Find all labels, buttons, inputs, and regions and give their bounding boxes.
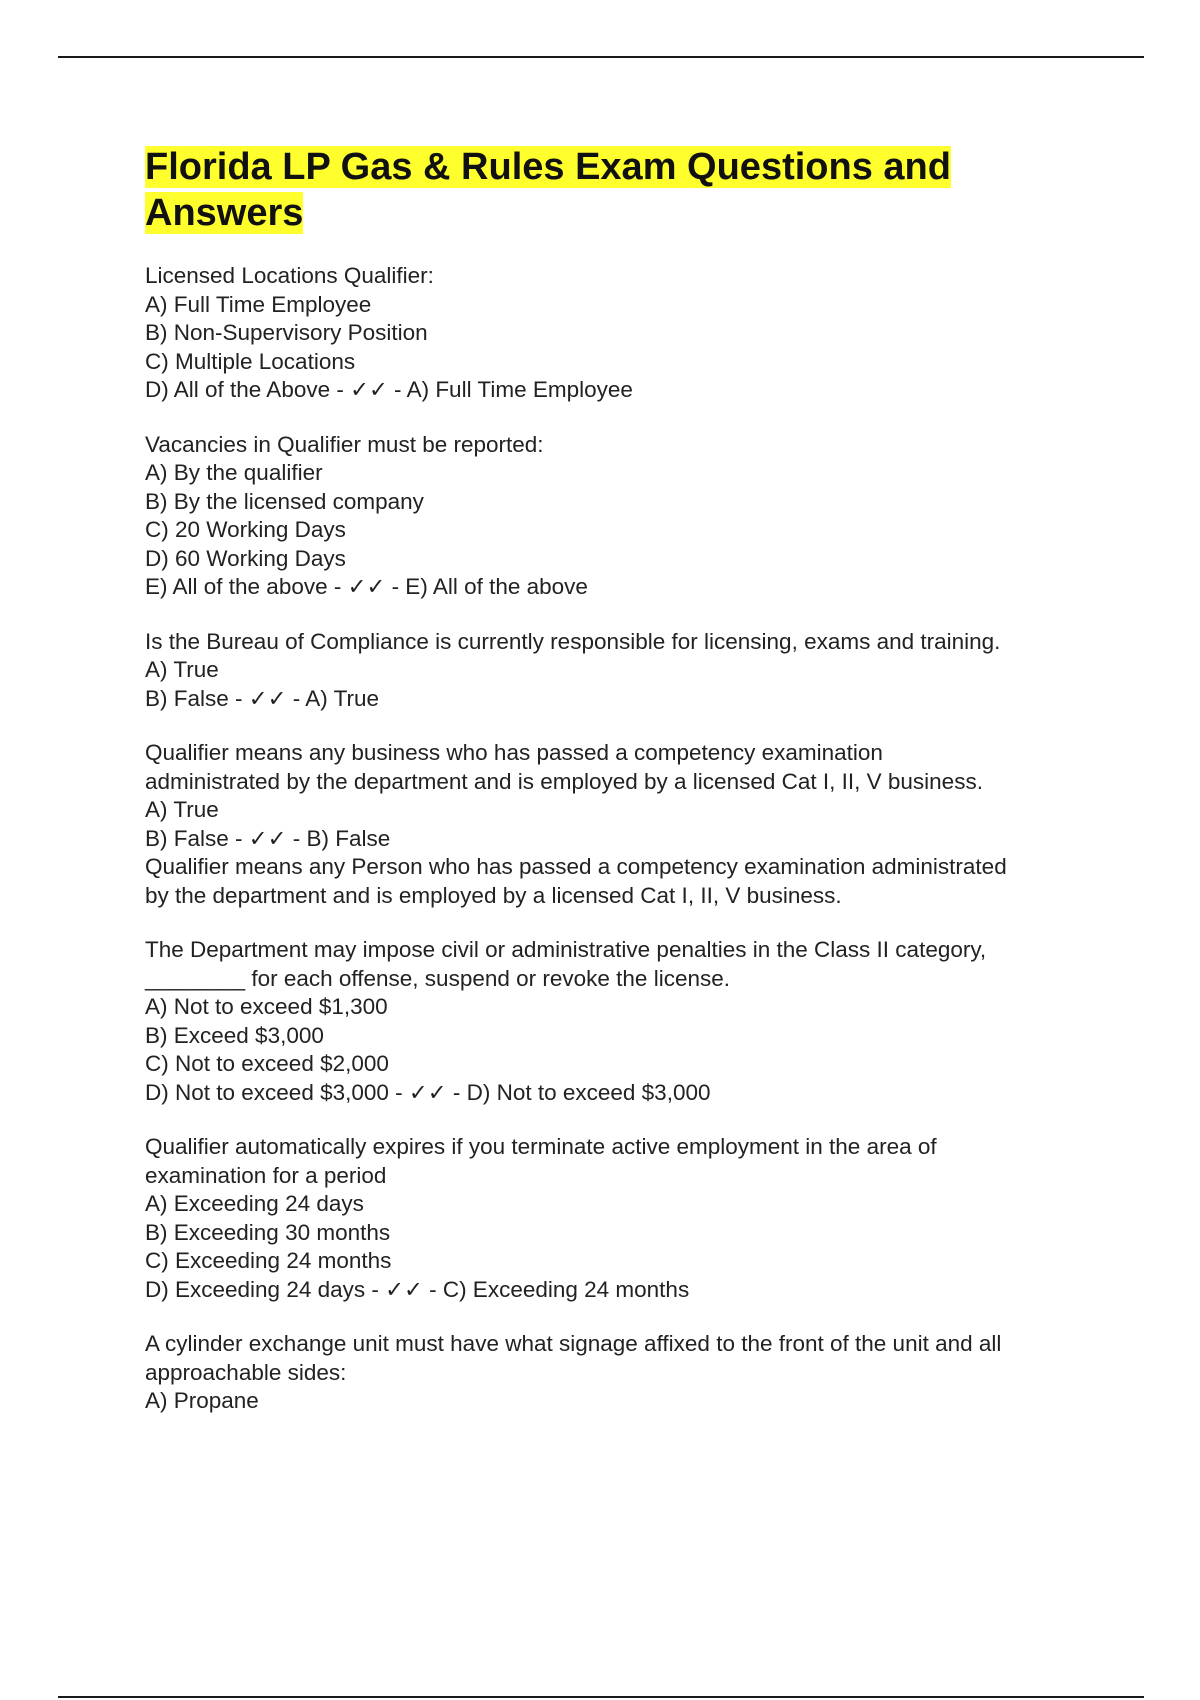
question-line: Is the Bureau of Compliance is currently responsible for licensing, exams and training. [145,628,1001,654]
question-line: approachable sides: [145,1359,347,1385]
answer-explanation: Qualifier means any Person who has passed a competency examination administrated [145,854,1007,879]
question-line: Licensed Locations Qualifier: [145,263,434,288]
answer-option-with-answer: D) Exceeding 24 days - ✓✓ - C) Exceeding 24 months [145,1276,690,1302]
document-title-text: Florida LP Gas & Rules Exam Questions and Answers [145,146,951,234]
answer-option: A) By the qualifier [145,460,323,485]
question-block-3 [145,628,1085,714]
question-block-6 [145,1133,1085,1304]
answer-option: A) Not to exceed $1,300 [145,994,388,1019]
footer-rule [58,1696,1144,1698]
answer-option: A) Propane [145,1388,259,1413]
answer-option: A) True [145,657,219,682]
question-line: examination for a period [145,1162,387,1188]
question-line: A cylinder exchange unit must have what signage affixed to the front of the unit and all [145,1331,1002,1356]
answer-option: A) Exceeding 24 days [145,1191,364,1216]
answer-option: A) Full Time Employee [145,291,372,317]
question-block-5 [145,936,1085,1107]
answer-option-with-answer: B) False - ✓✓ - A) True [145,685,379,711]
answer-option-with-answer: D) Not to exceed $3,000 - ✓✓ - D) Not to exceed $3,000 [145,1079,711,1105]
answer-option: C) Exceeding 24 months [145,1248,392,1273]
question-line: ________ for each offense, suspend or revoke the license. [145,965,730,991]
question-line: Vacancies in Qualifier must be reported: [145,431,544,457]
document-title [145,144,1085,236]
answer-option: C) 20 Working Days [145,517,346,542]
answer-option: A) True [145,797,219,822]
answer-option: B) By the licensed company [145,488,424,514]
answer-option: B) Exceeding 30 months [145,1219,391,1245]
answer-option: D) 60 Working Days [145,545,346,571]
answer-option: C) Multiple Locations [145,348,356,374]
question-line: Qualifier means any business who has passed a competency examination [145,740,883,765]
question-block-4 [145,739,1085,910]
answer-option-with-answer: D) All of the Above - ✓✓ - A) Full Time Employee [145,377,633,402]
question-line: The Department may impose civil or administrative penalties in the Class II category, [145,937,987,962]
question-block-2 [145,431,1085,602]
answer-option: C) Not to exceed $2,000 [145,1051,389,1076]
answer-option-with-answer: E) All of the above - ✓✓ - E) All of the above [145,574,588,599]
question-line: administrated by the department and is employed by a licensed Cat I, II, V business. [145,768,983,794]
question-block-7 [145,1330,1085,1416]
answer-option: B) Exceed $3,000 [145,1022,324,1048]
document-body [145,144,1085,1442]
header-rule [58,56,1144,58]
question-block-1 [145,262,1085,405]
answer-option: B) Non-Supervisory Position [145,320,428,345]
answer-option-with-answer: B) False - ✓✓ - B) False [145,825,391,851]
question-line: Qualifier automatically expires if you terminate active employment in the area of [145,1134,937,1159]
answer-explanation: by the department and is employed by a licensed Cat I, II, V business. [145,882,842,908]
